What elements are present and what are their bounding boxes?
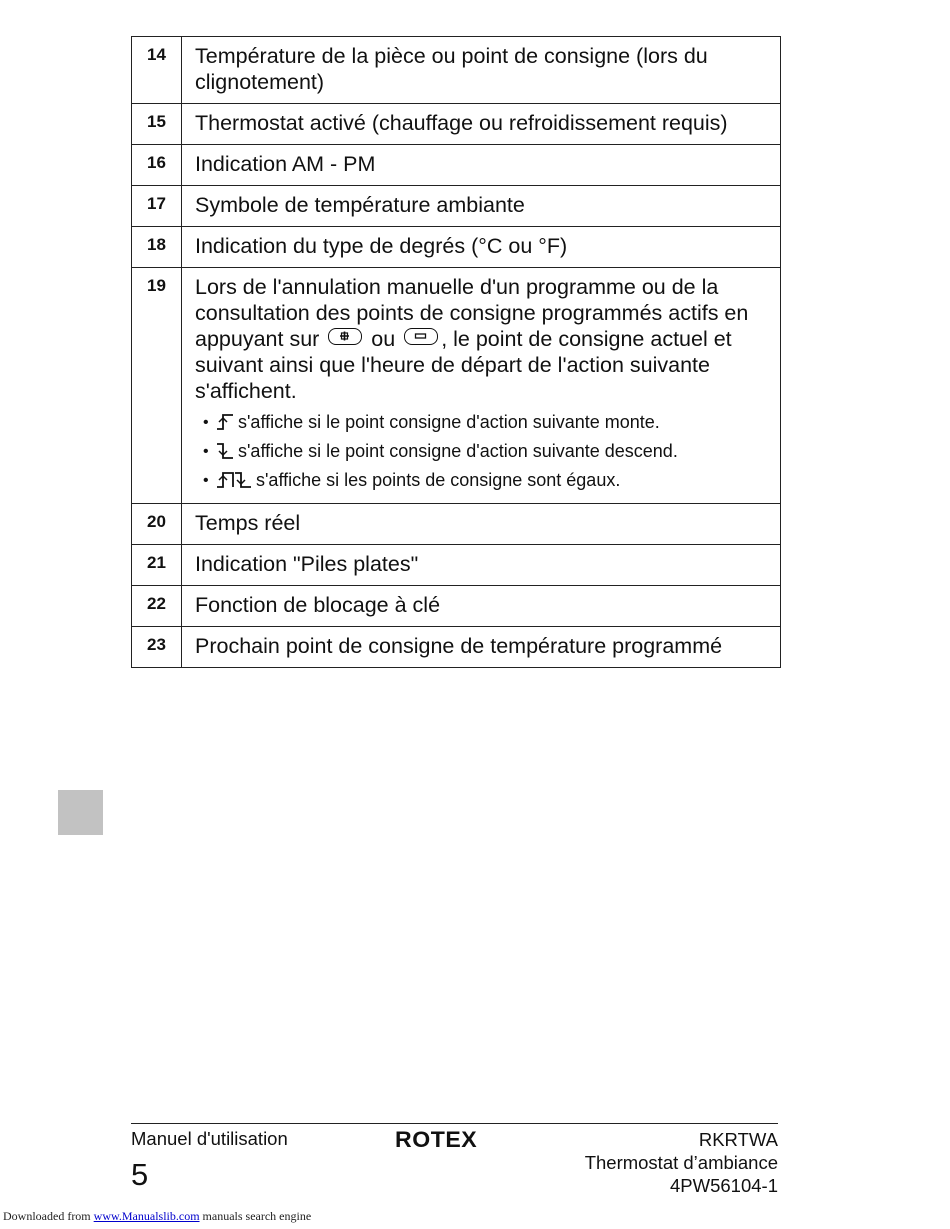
list-item: • s'affiche si le point consigne d'action suivante monte. <box>203 408 770 437</box>
plus-button-icon <box>328 328 362 345</box>
row-number: 18 <box>132 227 182 268</box>
step-down-icon <box>216 441 234 463</box>
row-description: Température de la pièce ou point de consigne (lors du clignotement) <box>182 37 781 104</box>
table-row <box>132 145 781 186</box>
minus-button-icon <box>404 328 438 345</box>
row-number: 20 <box>132 504 182 545</box>
row-number: 14 <box>132 37 182 104</box>
section-tab-marker <box>58 790 103 835</box>
row19-text-part1: Lors de l'annulation manuelle d'un programme ou de la consultation des points de consigne programmés actifs en appuyant sur <box>195 275 749 351</box>
bullet-list <box>195 408 770 495</box>
bullet-text: s'affiche si le point consigne d'action suivante monte. <box>238 412 660 432</box>
row-description: Temps réel <box>182 504 781 545</box>
table-row <box>132 104 781 145</box>
row-number: 19 <box>132 268 182 504</box>
row-description: Indication "Piles plates" <box>182 545 781 586</box>
bullet-text: s'affiche si le point consigne d'action suivante descend. <box>238 441 678 461</box>
row-number: 23 <box>132 627 182 668</box>
row-description <box>182 268 781 504</box>
row-number: 16 <box>132 145 182 186</box>
row-number: 21 <box>132 545 182 586</box>
table-row <box>132 545 781 586</box>
row-description: Prochain point de consigne de température programmé <box>182 627 781 668</box>
table-row <box>132 586 781 627</box>
row19-text-part2: ou <box>371 327 396 351</box>
table-row <box>132 504 781 545</box>
footer-product-info <box>585 1128 778 1197</box>
row19-text-part3: , le point de consigne actuel et suivant ainsi que l'heure de départ de l'action suivante s'affichent. <box>195 327 732 403</box>
table-row <box>132 227 781 268</box>
row-number: 15 <box>132 104 182 145</box>
row-description: Thermostat activé (chauffage ou refroidissement requis) <box>182 104 781 145</box>
list-item: • s'affiche si les points de consigne sont égaux. <box>203 466 770 495</box>
manual-type-label: Manuel d'utilisation <box>131 1128 288 1149</box>
brand-logo: ROTEX <box>395 1127 478 1152</box>
row-description: Symbole de température ambiante <box>182 186 781 227</box>
list-item: • s'affiche si le point consigne d'action suivante descend. <box>203 437 770 466</box>
step-equal-icon <box>216 470 252 492</box>
document-code: 4PW56104-1 <box>670 1175 778 1196</box>
row-description: Indication du type de degrés (°C ou °F) <box>182 227 781 268</box>
table-row <box>132 627 781 668</box>
footer-divider <box>131 1123 778 1124</box>
table-row <box>132 37 781 104</box>
row-number: 22 <box>132 586 182 627</box>
row-description: Indication AM - PM <box>182 145 781 186</box>
step-up-icon <box>216 412 234 434</box>
table-row <box>132 268 781 504</box>
model-code: RKRTWA <box>698 1129 778 1150</box>
legend-table <box>131 36 781 668</box>
bullet-text: s'affiche si les points de consigne sont égaux. <box>256 470 621 490</box>
row-description: Fonction de blocage à clé <box>182 586 781 627</box>
download-suffix: manuals search engine <box>202 1209 312 1223</box>
download-notice <box>3 1209 311 1224</box>
product-name: Thermostat d’ambiance <box>584 1152 778 1173</box>
row-number: 17 <box>132 186 182 227</box>
download-prefix: Downloaded from <box>3 1209 91 1223</box>
page-number: 5 <box>131 1157 149 1192</box>
manualslib-link[interactable]: www.Manualslib.com <box>93 1209 200 1223</box>
table-row <box>132 186 781 227</box>
